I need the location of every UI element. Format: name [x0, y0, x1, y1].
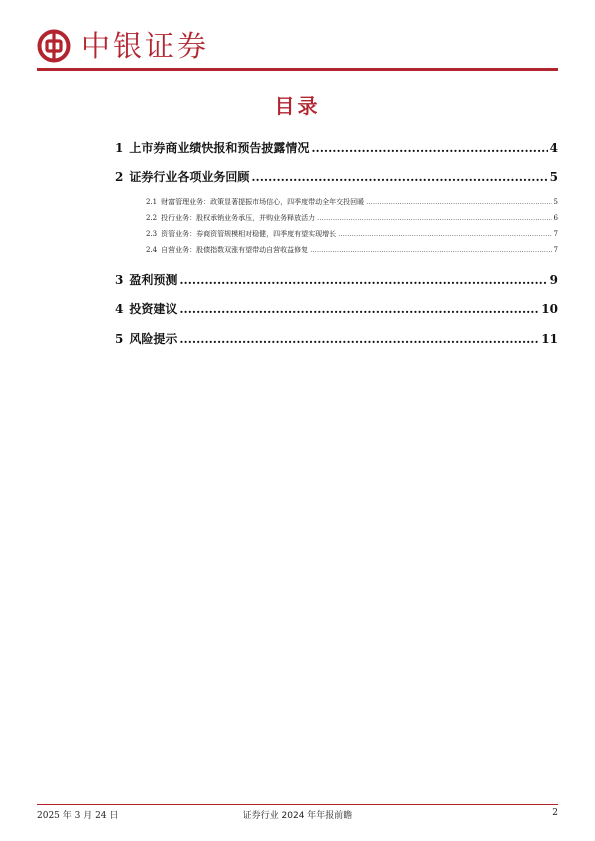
toc-entry-page: 9 [549, 273, 558, 287]
toc-leader-dots [310, 246, 551, 254]
toc-entry-title: 投资建议 [129, 302, 178, 316]
toc-entry-3[interactable] [115, 271, 558, 288]
toc-entry-title: 盈利预测 [129, 273, 178, 287]
toc-entry-title: 投行业务：股权承销业务承压，并购业务释放活力 [161, 214, 316, 222]
toc-entry-4[interactable] [115, 300, 558, 317]
toc-entry-title: 风险提示 [129, 332, 178, 346]
toc-entry-page: 5 [549, 170, 558, 184]
toc-leader-dots [366, 198, 551, 206]
toc-entry-2[interactable] [115, 168, 558, 185]
brand-name: 中银证券 [81, 29, 210, 63]
toc-entry-number: 2.4 [146, 246, 158, 254]
toc-leader-dots [179, 332, 539, 346]
toc-entry-title: 自营业务：股债指数双涨有望带动自营收益修复 [161, 246, 309, 254]
toc-entry-number: 2.3 [146, 230, 158, 238]
bank-of-china-logo-icon [37, 29, 71, 63]
toc-leader-dots [338, 230, 551, 238]
header [37, 28, 209, 64]
toc-leader-dots [311, 141, 547, 155]
toc-entry-page: 10 [541, 302, 558, 316]
toc-entry-2-3[interactable] [146, 229, 558, 239]
toc-entry-number: 4 [115, 302, 124, 316]
footer-divider [37, 804, 558, 805]
toc-entry-page: 7 [553, 230, 558, 238]
toc-entry-title: 资管业务：券商资管规模相对稳健，四季度有望实现增长 [161, 230, 337, 238]
toc-title: 目录 [274, 94, 321, 118]
toc-leader-dots [251, 170, 547, 184]
toc-entry-title: 证券行业各项业务回顾 [129, 170, 250, 184]
footer-doc-title: 证券行业 2024 年年报前瞻 [242, 811, 353, 821]
toc-entry-2-1[interactable] [146, 197, 558, 207]
footer [37, 808, 558, 822]
toc-entry-number: 2 [115, 170, 124, 184]
toc-entry-title: 财富管理业务：政策显著提振市场信心，四季度带动全年交投回暖 [161, 198, 365, 206]
toc-entry-page: 5 [553, 198, 558, 206]
toc-leader-dots [317, 214, 551, 222]
toc-entry-title: 上市券商业绩快报和预告披露情况 [129, 141, 310, 155]
toc-entry-number: 2.1 [146, 198, 158, 206]
toc-entry-number: 3 [115, 273, 124, 287]
toc-entry-page: 4 [549, 141, 558, 155]
toc-entry-page: 7 [553, 246, 558, 254]
toc-entry-number: 2.2 [146, 214, 158, 222]
toc-entry-page: 11 [541, 332, 558, 346]
footer-date: 2025 年 3 月 24 日 [37, 811, 119, 821]
toc-entry-5[interactable] [115, 330, 558, 347]
toc-leader-dots [179, 302, 539, 316]
footer-page-number: 2 [552, 808, 558, 818]
toc-entry-number: 1 [115, 141, 124, 155]
toc-entry-number: 5 [115, 332, 124, 346]
header-divider [37, 68, 558, 71]
toc-entry-2-2[interactable] [146, 213, 558, 223]
toc-entry-1[interactable] [115, 139, 558, 156]
toc-entry-page: 6 [553, 214, 558, 222]
toc-leader-dots [179, 273, 547, 287]
toc-entry-2-4[interactable] [146, 245, 558, 255]
